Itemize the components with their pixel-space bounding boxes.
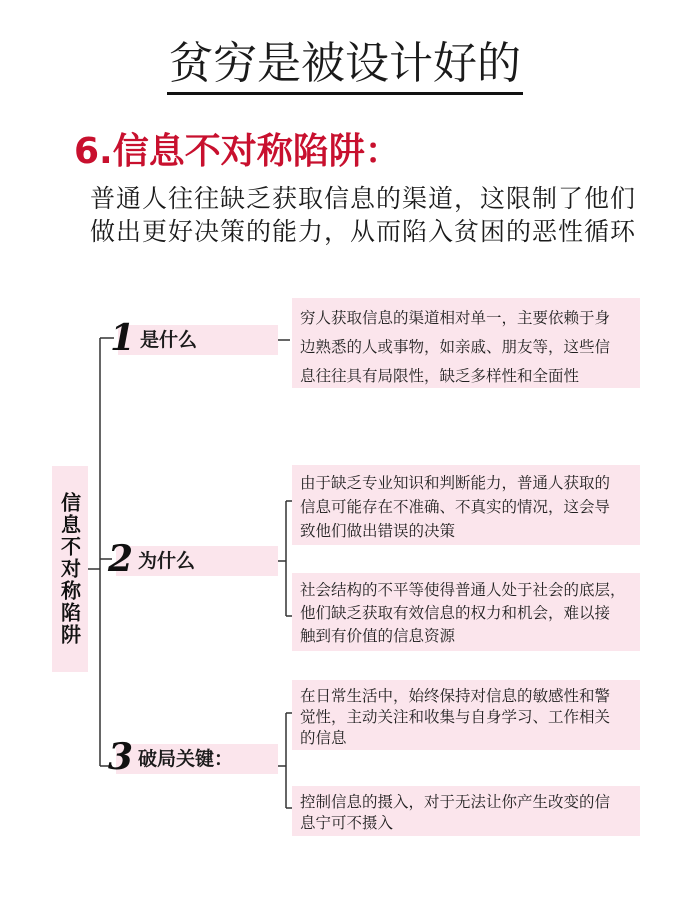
branch-label-3: 破局关键：: [138, 748, 234, 770]
leaf-line: 触到有价值的信息资源: [300, 627, 456, 645]
intro-line: 做出更好决策的能力，从而陷入贫困的恶性循环: [90, 217, 637, 246]
section-heading: 6.信息不对称陷阱：: [74, 131, 401, 172]
leaf-line: 控制信息的摄入，对于无法让你产生改变的信: [300, 793, 611, 811]
connector-bracket-2: [278, 501, 292, 616]
leaf-line: 信息可能存在不准确、不真实的情况，这会导: [300, 498, 611, 516]
leaf-line: 息宁可不摄入: [300, 814, 394, 832]
leaf-line: 的信息: [300, 729, 347, 747]
leaf-line: 在日常生活中，始终保持对信息的敏感性和警: [300, 687, 611, 705]
intro-line: 普通人往往缺乏获取信息的渠道，这限制了他们: [90, 184, 637, 213]
leaf-line: 息往往具有局限性，缺乏多样性和全面性: [300, 367, 580, 385]
leaf-line: 穷人获取信息的渠道相对单一，主要依赖于身: [300, 309, 611, 327]
connector-bracket-3: [278, 713, 292, 808]
leaf-line: 致他们做出错误的决策: [300, 522, 456, 540]
leaf-node: [292, 298, 640, 388]
branch-number-3: 3: [108, 736, 134, 778]
branch-node-2: [108, 538, 278, 580]
leaf-line: 由于缺乏专业知识和判断能力，普通人获取的: [300, 474, 611, 492]
page-title-text: 贫穷是被设计好的: [167, 36, 523, 95]
leaf-line: 他们缺乏获取有效信息的权力和机会，难以接: [300, 604, 611, 622]
branch-number-1: 1: [110, 317, 136, 359]
mindmap-root-node: [52, 466, 88, 672]
leaf-node: [292, 465, 640, 545]
branch-label-2: 为什么: [138, 550, 196, 572]
branch-number-2: 2: [108, 538, 134, 580]
mindmap-root-label: 信息不对称陷阱: [57, 492, 82, 646]
branch-node-3: [108, 736, 278, 778]
leaf-node: [292, 680, 640, 750]
leaf-line: 社会结构的不平等使得普通人处于社会的底层，: [300, 581, 626, 599]
branch-label-1: 是什么: [140, 329, 198, 351]
leaf-node: [292, 786, 640, 836]
leaf-line: 觉性，主动关注和收集与自身学习、工作相关: [300, 708, 611, 726]
branch-node-1: [110, 317, 278, 359]
leaf-line: 边熟悉的人或事物，如亲戚、朋友等，这些信: [300, 338, 611, 356]
leaf-node: [292, 573, 640, 651]
